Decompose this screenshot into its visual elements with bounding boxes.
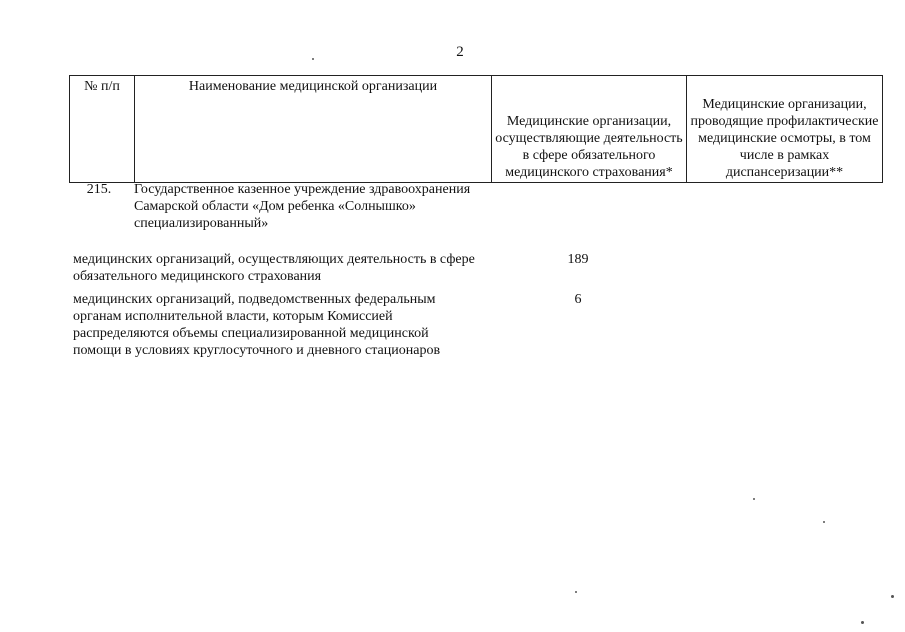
scan-speck: [312, 58, 314, 60]
column-header-oms: Медицинские организации, осуществляющие деятельность в сфере обязательного медицинского страхования*: [492, 76, 687, 183]
summary-oms: [73, 251, 589, 285]
scan-speck: [753, 498, 755, 500]
table-header-row: [70, 76, 883, 183]
column-header-preventive: Медицинские организации, проводящие профилактические медицинские осмотры, в том числе в рамках диспансеризации**: [687, 76, 883, 183]
row-number: 215.: [86, 182, 112, 197]
scan-speck: [891, 595, 894, 598]
scan-speck: [575, 591, 577, 593]
summary-federal-label: медицинских организаций, подведомственных федеральным органам исполнительной власти, которым Комиссией распределяются объемы специализированной медицинской помощи в условиях круглосуточного и дневного стационаров: [73, 292, 441, 358]
summary-oms-value: 189: [567, 252, 589, 267]
column-header-number: № п/п: [70, 76, 135, 183]
organizations-table-header: [69, 75, 883, 183]
page-number: 2: [456, 44, 464, 60]
summary-oms-label: медицинских организаций, осуществляющих деятельность в сфере обязательного медицинского страхования: [73, 252, 475, 284]
summary-federal-value: 6: [574, 292, 582, 307]
scan-speck: [861, 621, 864, 624]
summary-federal: [73, 291, 582, 359]
scan-speck: [823, 521, 825, 523]
column-header-name: Наименование медицинской организации: [135, 76, 492, 183]
row-organization-name: Государственное казенное учреждение здравоохранения Самарской области «Дом ребенка «Солнышко» специализированный»: [134, 182, 471, 231]
